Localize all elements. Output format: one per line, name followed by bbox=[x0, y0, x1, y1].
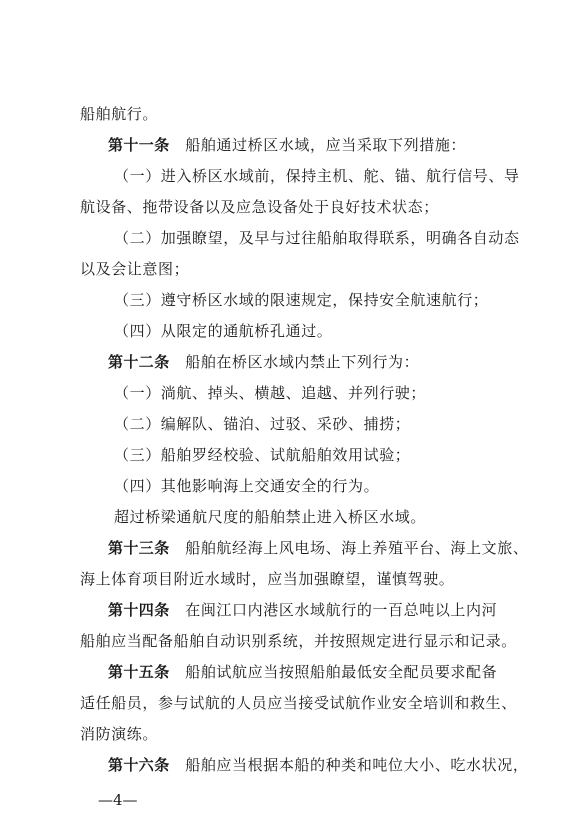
article-13-heading bbox=[108, 538, 529, 558]
article-15-heading bbox=[108, 662, 520, 682]
article-16-heading bbox=[108, 755, 529, 775]
line-text: （一）淌航、掉头、横越、追越、并列行驶； bbox=[114, 384, 427, 402]
article-text: 船舶通过桥区水域，应当采取下列措施： bbox=[185, 136, 467, 154]
text-line bbox=[80, 631, 520, 651]
text-line bbox=[114, 321, 520, 341]
article-number: 第十三条 bbox=[108, 539, 170, 557]
line-text: （四）从限定的通航桥孔通过。 bbox=[114, 322, 333, 340]
line-text: 船舶应当配备船舶自动识别系统，并按照规定进行显示和记录。 bbox=[80, 632, 517, 650]
line-text: （三）船舶罗经校验、试航船舶效用试验； bbox=[114, 446, 411, 464]
text-line bbox=[80, 569, 520, 589]
article-text: 船舶在桥区水域内禁止下列行为： bbox=[185, 353, 420, 371]
line-text: （三）遵守桥区水域的限速规定，保持安全航速航行； bbox=[114, 291, 489, 309]
article-text: 船舶试航应当按照船舶最低安全配员要求配备 bbox=[185, 663, 498, 681]
article-text: 在闽江口内港区水域航行的一百总吨以上内河 bbox=[185, 601, 498, 619]
text-line bbox=[80, 104, 520, 124]
article-number: 第十一条 bbox=[108, 136, 170, 154]
article-number: 第十二条 bbox=[108, 353, 170, 371]
text-line bbox=[114, 290, 520, 310]
text-line bbox=[114, 166, 520, 186]
page-number: —4— bbox=[98, 791, 138, 809]
line-text: 船舶航行。 bbox=[80, 105, 159, 123]
line-text: 适任船员，参与试航的人员应当接受试航作业安全培训和救生、 bbox=[80, 694, 517, 712]
text-line bbox=[80, 724, 520, 744]
article-14-heading bbox=[108, 600, 520, 620]
article-11-heading bbox=[108, 135, 520, 155]
article-number: 第十四条 bbox=[108, 601, 170, 619]
article-number: 第十六条 bbox=[108, 756, 170, 774]
article-12-heading bbox=[108, 352, 520, 372]
article-text: 船舶应当根据本船的种类和吨位大小、吃水状况， bbox=[185, 756, 529, 774]
line-text: （四）其他影响海上交通安全的行为。 bbox=[114, 477, 380, 495]
text-line bbox=[114, 476, 520, 496]
line-text: （一）进入桥区水域前，保持主机、舵、锚、航行信号、导 bbox=[114, 167, 520, 185]
text-line bbox=[114, 445, 520, 465]
line-text: （二）编解队、锚泊、过驳、采砂、捕捞； bbox=[114, 415, 411, 433]
text-line bbox=[114, 507, 520, 527]
article-text: 船舶航经海上风电场、海上养殖平台、海上文旅、 bbox=[185, 539, 529, 557]
line-text: 超过桥梁通航尺度的船舶禁止进入桥区水域。 bbox=[114, 508, 427, 526]
text-line bbox=[80, 197, 520, 217]
text-line bbox=[114, 383, 520, 403]
line-text: 以及会让意图； bbox=[80, 260, 190, 278]
line-text: （二）加强瞭望，及早与过往船舶取得联系，明确各自动态 bbox=[114, 229, 520, 247]
text-line bbox=[80, 693, 520, 713]
line-text: 航设备、拖带设备以及应急设备处于良好技术状态； bbox=[80, 198, 439, 216]
article-number: 第十五条 bbox=[108, 663, 170, 681]
line-text: 消防演练。 bbox=[80, 725, 159, 743]
text-line bbox=[114, 414, 520, 434]
line-text: 海上体育项目附近水域时，应当加强瞭望，谨慎驾驶。 bbox=[80, 570, 455, 588]
text-line bbox=[80, 259, 520, 279]
text-line bbox=[114, 228, 520, 248]
